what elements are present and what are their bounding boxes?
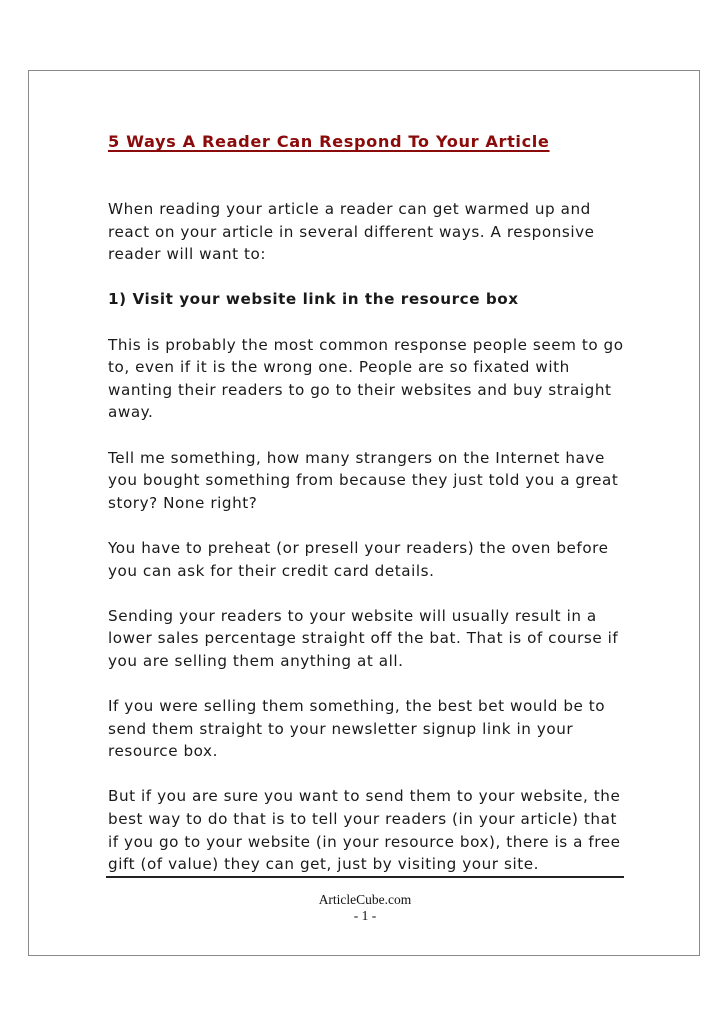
document-body xyxy=(108,130,628,898)
footer-divider xyxy=(106,876,624,878)
body-paragraph: This is probably the most common response people seem to go to, even if it is the wrong one. People are so fixated with wanting their readers to go to their websites and buy straight away. xyxy=(108,335,624,422)
intro-paragraph: When reading your article a reader can get warmed up and react on your article in several different ways. A responsive reader will want to: xyxy=(108,200,595,264)
body-paragraph: Sending your readers to your website will usually result in a lower sales percentage straight off the bat. That is of course if you are selling them anything at all. xyxy=(108,606,619,670)
footer-site-name: ArticleCube.com xyxy=(318,892,412,907)
body-paragraph: You have to preheat (or presell your readers) the oven before you can ask for their credit card details. xyxy=(108,538,609,580)
page-number: - 1 - xyxy=(353,908,377,923)
body-paragraph: If you were selling them something, the best bet would be to send them straight to your newsletter signup link in your resource box. xyxy=(108,697,606,761)
document-title: 5 Ways A Reader Can Respond To Your Article xyxy=(108,132,550,151)
body-paragraph: Tell me something, how many strangers on the Internet have you bought something from because they just told you a great story? None right? xyxy=(108,448,619,512)
section-heading: 1) Visit your website link in the resource box xyxy=(108,290,519,309)
body-paragraph: But if you are sure you want to send them to your website, the best way to do that is to tell your readers (in your article) that if you go to your website (in your resource box), there is a free gift (of value) they can get, just by visiting your site. xyxy=(108,787,621,874)
